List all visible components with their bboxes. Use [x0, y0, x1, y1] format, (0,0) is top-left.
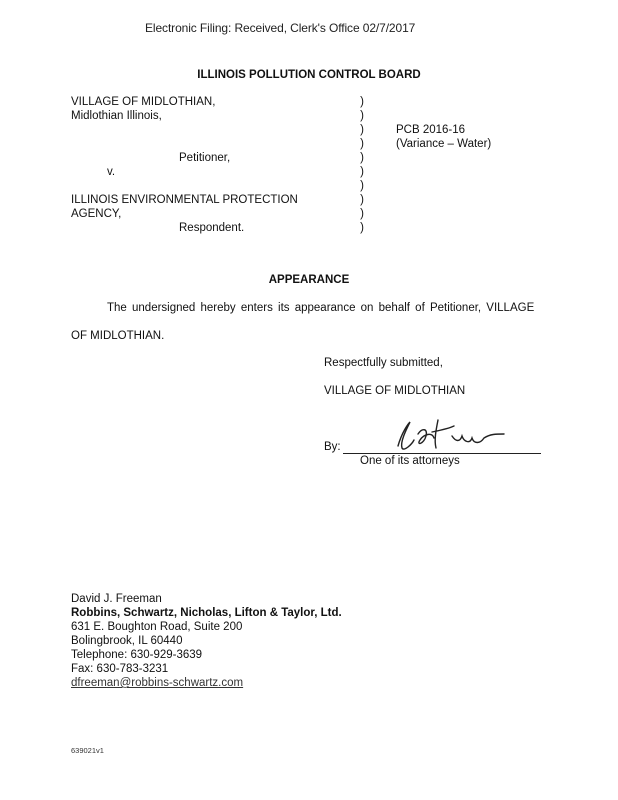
- address-line1: 631 E. Boughton Road, Suite 200: [71, 621, 243, 633]
- caption-paren: ): [360, 138, 364, 150]
- case-number: PCB 2016-16: [396, 124, 466, 136]
- petitioner-name: VILLAGE OF MIDLOTHIAN,: [71, 96, 216, 108]
- case-type: (Variance – Water): [396, 138, 492, 150]
- caption-paren: ): [360, 208, 364, 220]
- respondent-name: ILLINOIS ENVIRONMENTAL PROTECTION: [71, 194, 298, 206]
- telephone: Telephone: 630-929-3639: [71, 649, 203, 661]
- address-line2: Bolingbrook, IL 60440: [71, 635, 183, 647]
- body-paragraph-line1: The undersigned hereby enters its appearance on behalf of Petitioner, VILLAGE: [107, 302, 535, 314]
- caption-paren: ): [360, 96, 364, 108]
- document-code: 639021v1: [71, 746, 104, 755]
- by-label: By:: [324, 441, 341, 453]
- signing-party: VILLAGE OF MIDLOTHIAN: [324, 385, 466, 397]
- filing-stamp-header: Electronic Filing: Received, Clerk's Office 02/7/2017: [145, 21, 416, 35]
- caption-paren: ): [360, 166, 364, 178]
- caption-paren: ): [360, 194, 364, 206]
- handwritten-signature-icon: [392, 412, 512, 456]
- attorney-name: David J. Freeman: [71, 593, 162, 605]
- signer-role: One of its attorneys: [360, 455, 460, 467]
- caption-paren: ): [360, 180, 364, 192]
- caption-paren: ): [360, 222, 364, 234]
- versus-label: v.: [107, 166, 116, 178]
- caption-paren: ): [360, 124, 364, 136]
- body-paragraph-line2: OF MIDLOTHIAN.: [71, 330, 165, 342]
- board-title: ILLINOIS POLLUTION CONTROL BOARD: [197, 69, 421, 81]
- document-title: APPEARANCE: [268, 274, 350, 286]
- petitioner-role: Petitioner,: [179, 152, 231, 164]
- petitioner-location: Midlothian Illinois,: [71, 110, 162, 122]
- respondent-role: Respondent.: [179, 222, 245, 234]
- law-firm-name: Robbins, Schwartz, Nicholas, Lifton & Taylor, Ltd.: [71, 607, 342, 619]
- caption-paren: ): [360, 110, 364, 122]
- email-link[interactable]: dfreeman@robbins-schwartz.com: [71, 677, 244, 689]
- closing-text: Respectfully submitted,: [324, 357, 443, 369]
- respondent-name-continued: AGENCY,: [71, 208, 122, 220]
- fax: Fax: 630-783-3231: [71, 663, 169, 675]
- caption-paren: ): [360, 152, 364, 164]
